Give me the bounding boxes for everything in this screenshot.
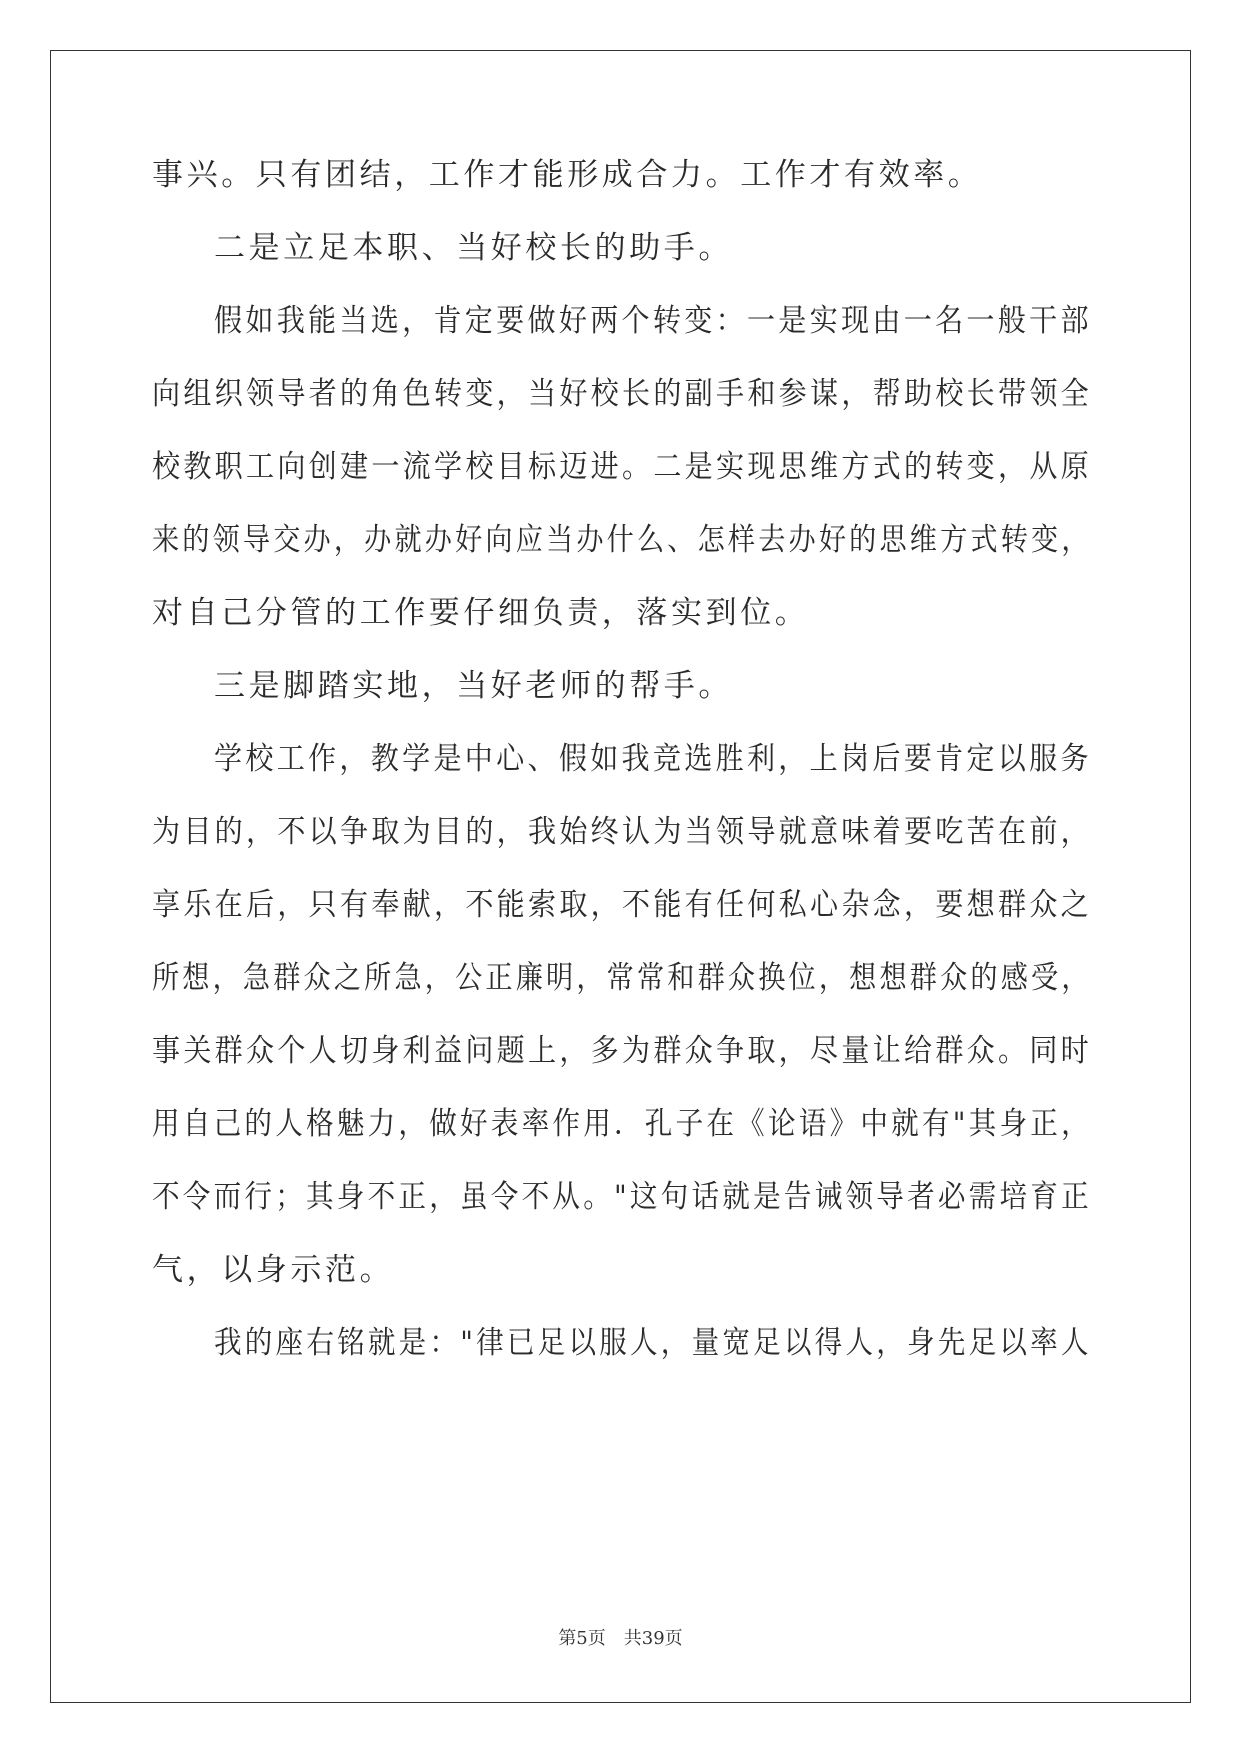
text-line: 假如我能当选，肯定要做好两个转变：一是实现由一名一般干部	[214, 303, 1092, 339]
text-line: 气，以身示范。	[152, 1252, 395, 1288]
text-line: 三是脚踏实地，当好老师的帮手。	[214, 668, 733, 704]
text-line: 为目的，不以争取为目的，我始终认为当领导就意味着要吃苦在前，	[152, 814, 1092, 850]
text-line: 学校工作，教学是中心、假如我竞选胜利，上岗后要肯定以服务	[214, 741, 1092, 777]
text-line: 校教职工向创建一流学校目标迈进。二是实现思维方式的转变，从原	[152, 449, 1092, 485]
text-line: 来的领导交办，办就办好向应当办什么、怎样去办好的思维方式转变，	[152, 522, 1092, 558]
page-footer	[0, 1624, 1241, 1650]
text-line: 事兴。只有团结，工作才能形成合力。工作才有效率。	[152, 157, 983, 193]
page-number: 第5页	[558, 1628, 606, 1649]
text-line: 不令而行；其身不正，虽令不从。"这句话就是告诫领导者必需培育正	[152, 1179, 1092, 1215]
text-line: 对自己分管的工作要仔细负责，落实到位。	[152, 595, 810, 631]
text-line: 二是立足本职、当好校长的助手。	[214, 230, 733, 266]
text-line: 事关群众个人切身利益问题上，多为群众争取，尽量让给群众。同时	[152, 1033, 1092, 1069]
text-line: 所想，急群众之所急，公正廉明，常常和群众换位，想想群众的感受，	[152, 960, 1092, 996]
text-line: 用自己的人格魅力，做好表率作用．孔子在《论语》中就有"其身正，	[152, 1106, 1092, 1142]
text-line: 向组织领导者的角色转变，当好校长的副手和参谋，帮助校长带领全	[152, 376, 1092, 412]
page-total: 共39页	[623, 1628, 683, 1649]
text-line: 享乐在后，只有奉献，不能索取，不能有任何私心杂念，要想群众之	[152, 887, 1092, 923]
page-border	[50, 50, 1191, 1703]
text-line: 我的座右铭就是："律已足以服人，量宽足以得人，身先足以率人	[214, 1325, 1092, 1361]
